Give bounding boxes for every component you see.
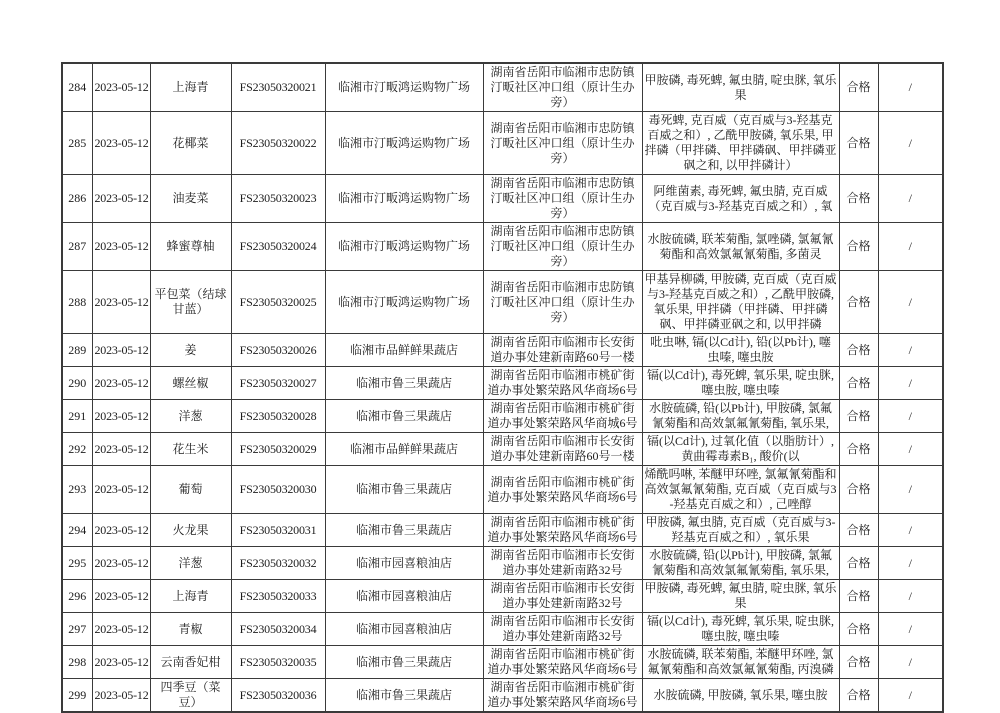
table-row bbox=[62, 679, 943, 713]
cell-product-name: 上海青 bbox=[150, 580, 231, 613]
cell-test-items: 甲胺磷, 毒死蜱, 氟虫腈, 啶虫脒, 氧乐果 bbox=[642, 580, 839, 613]
table-row bbox=[62, 580, 943, 613]
cell-seller-name: 临湘市园喜粮油店 bbox=[325, 613, 483, 646]
cell-result-badge: 合格 bbox=[839, 175, 878, 223]
cell-row-number: 287 bbox=[62, 223, 92, 271]
cell-result-badge: 合格 bbox=[839, 400, 878, 433]
cell-seller-name: 临湘市鲁三果蔬店 bbox=[325, 679, 483, 713]
cell-row-number: 291 bbox=[62, 400, 92, 433]
cell-sample-date: 2023-05-12 bbox=[92, 433, 150, 466]
cell-sample-date: 2023-05-12 bbox=[92, 646, 150, 679]
cell-remark-slash: / bbox=[878, 514, 943, 547]
table-body bbox=[62, 63, 943, 712]
table-row bbox=[62, 646, 943, 679]
cell-sample-date: 2023-05-12 bbox=[92, 547, 150, 580]
table-row bbox=[62, 433, 943, 466]
cell-row-number: 288 bbox=[62, 271, 92, 334]
cell-sample-date: 2023-05-12 bbox=[92, 400, 150, 433]
cell-sample-date: 2023-05-12 bbox=[92, 613, 150, 646]
cell-product-name: 花生米 bbox=[150, 433, 231, 466]
cell-row-number: 299 bbox=[62, 679, 92, 713]
cell-sample-code: FS23050320029 bbox=[231, 433, 325, 466]
cell-result-badge: 合格 bbox=[839, 223, 878, 271]
cell-row-number: 285 bbox=[62, 112, 92, 175]
cell-result-badge: 合格 bbox=[839, 334, 878, 367]
cell-row-number: 290 bbox=[62, 367, 92, 400]
cell-seller-name: 临湘市汀畈鸿运购物广场 bbox=[325, 223, 483, 271]
cell-seller-name: 临湘市鲁三果蔬店 bbox=[325, 400, 483, 433]
cell-seller-name: 临湘市汀畈鸿运购物广场 bbox=[325, 63, 483, 112]
cell-remark-slash: / bbox=[878, 271, 943, 334]
cell-row-number: 294 bbox=[62, 514, 92, 547]
table-row bbox=[62, 367, 943, 400]
cell-product-name: 洋葱 bbox=[150, 400, 231, 433]
cell-product-name: 蜂蜜尊柚 bbox=[150, 223, 231, 271]
cell-seller-address: 湖南省岳阳市临湘市长安街道办事处建新南路60号一楼 bbox=[483, 334, 642, 367]
cell-seller-address: 湖南省岳阳市临湘市长安街道办事处建新南路32号 bbox=[483, 613, 642, 646]
table-row bbox=[62, 400, 943, 433]
cell-sample-code: FS23050320023 bbox=[231, 175, 325, 223]
table-row bbox=[62, 223, 943, 271]
cell-remark-slash: / bbox=[878, 175, 943, 223]
cell-seller-name: 临湘市汀畈鸿运购物广场 bbox=[325, 271, 483, 334]
cell-row-number: 298 bbox=[62, 646, 92, 679]
cell-result-badge: 合格 bbox=[839, 367, 878, 400]
cell-seller-name: 临湘市品鲜鲜果蔬店 bbox=[325, 433, 483, 466]
cell-row-number: 295 bbox=[62, 547, 92, 580]
cell-test-items: 甲胺磷, 毒死蜱, 氟虫腈, 啶虫脒, 氧乐果 bbox=[642, 63, 839, 112]
cell-result-badge: 合格 bbox=[839, 466, 878, 514]
cell-sample-code: FS23050320036 bbox=[231, 679, 325, 713]
cell-seller-name: 临湘市汀畈鸿运购物广场 bbox=[325, 175, 483, 223]
cell-product-name: 油麦菜 bbox=[150, 175, 231, 223]
cell-seller-address: 湖南省岳阳市临湘市忠防镇汀畈社区冲口组（原计生办旁） bbox=[483, 63, 642, 112]
cell-seller-address: 湖南省岳阳市临湘市桃矿街道办事处繁荣路风华商场6号 bbox=[483, 679, 642, 713]
cell-row-number: 286 bbox=[62, 175, 92, 223]
cell-sample-code: FS23050320026 bbox=[231, 334, 325, 367]
table-row bbox=[62, 547, 943, 580]
cell-seller-address: 湖南省岳阳市临湘市桃矿街道办事处繁荣路风华商场6号 bbox=[483, 646, 642, 679]
cell-seller-name: 临湘市鲁三果蔬店 bbox=[325, 367, 483, 400]
cell-remark-slash: / bbox=[878, 466, 943, 514]
cell-row-number: 292 bbox=[62, 433, 92, 466]
cell-product-name: 平包菜（结球甘蓝） bbox=[150, 271, 231, 334]
cell-result-badge: 合格 bbox=[839, 547, 878, 580]
cell-result-badge: 合格 bbox=[839, 112, 878, 175]
cell-remark-slash: / bbox=[878, 613, 943, 646]
table-row bbox=[62, 466, 943, 514]
cell-product-name: 青椒 bbox=[150, 613, 231, 646]
cell-sample-code: FS23050320033 bbox=[231, 580, 325, 613]
cell-result-badge: 合格 bbox=[839, 613, 878, 646]
table-row bbox=[62, 613, 943, 646]
cell-result-badge: 合格 bbox=[839, 679, 878, 713]
cell-test-items: 水胺硫磷, 联苯菊酯, 氯唑磷, 氯氟氰菊酯和高效氯氟氰菊酯, 多菌灵 bbox=[642, 223, 839, 271]
cell-test-items: 水胺硫磷, 甲胺磷, 氧乐果, 噻虫胺 bbox=[642, 679, 839, 713]
cell-sample-date: 2023-05-12 bbox=[92, 580, 150, 613]
table-row bbox=[62, 175, 943, 223]
cell-product-name: 螺丝椒 bbox=[150, 367, 231, 400]
cell-remark-slash: / bbox=[878, 400, 943, 433]
cell-result-badge: 合格 bbox=[839, 514, 878, 547]
cell-seller-name: 临湘市汀畈鸿运购物广场 bbox=[325, 112, 483, 175]
cell-seller-name: 临湘市鲁三果蔬店 bbox=[325, 466, 483, 514]
cell-sample-date: 2023-05-12 bbox=[92, 679, 150, 713]
cell-seller-address: 湖南省岳阳市临湘市忠防镇汀畈社区冲口组（原计生办旁） bbox=[483, 175, 642, 223]
cell-sample-date: 2023-05-12 bbox=[92, 334, 150, 367]
cell-product-name: 火龙果 bbox=[150, 514, 231, 547]
cell-sample-date: 2023-05-12 bbox=[92, 175, 150, 223]
table-row bbox=[62, 271, 943, 334]
table-row bbox=[62, 334, 943, 367]
cell-sample-date: 2023-05-12 bbox=[92, 223, 150, 271]
cell-test-items: 镉(以Cd计), 毒死蜱, 氧乐果, 啶虫脒, 噻虫胺, 噻虫嗪 bbox=[642, 613, 839, 646]
cell-seller-address: 湖南省岳阳市临湘市桃矿街道办事处繁荣路风华商场6号 bbox=[483, 514, 642, 547]
cell-seller-address: 湖南省岳阳市临湘市桃矿街道办事处繁荣路风华商城6号 bbox=[483, 400, 642, 433]
cell-seller-address: 湖南省岳阳市临湘市长安街道办事处建新南路32号 bbox=[483, 580, 642, 613]
cell-remark-slash: / bbox=[878, 547, 943, 580]
cell-seller-address: 湖南省岳阳市临湘市忠防镇汀畈社区冲口组（原计生办旁） bbox=[483, 271, 642, 334]
cell-product-name: 四季豆（菜豆） bbox=[150, 679, 231, 713]
cell-seller-address: 湖南省岳阳市临湘市长安街道办事处建新南路60号一楼 bbox=[483, 433, 642, 466]
cell-row-number: 297 bbox=[62, 613, 92, 646]
cell-sample-date: 2023-05-12 bbox=[92, 63, 150, 112]
cell-row-number: 284 bbox=[62, 63, 92, 112]
cell-remark-slash: / bbox=[878, 433, 943, 466]
cell-seller-address: 湖南省岳阳市临湘市桃矿街道办事处繁荣路风华商场6号 bbox=[483, 367, 642, 400]
cell-test-items: 甲基异柳磷, 甲胺磷, 克百威（克百威与3-羟基克百威之和）, 乙酰甲胺磷, 氧乐果, 甲拌磷（甲拌磷、甲拌磷砜、甲拌磷亚砜之和, 以甲拌磷 bbox=[642, 271, 839, 334]
inspection-results-table bbox=[61, 62, 944, 713]
cell-result-badge: 合格 bbox=[839, 580, 878, 613]
cell-test-items: 甲胺磷, 氟虫腈, 克百威（克百威与3-羟基克百威之和）, 氧乐果 bbox=[642, 514, 839, 547]
cell-remark-slash: / bbox=[878, 63, 943, 112]
cell-row-number: 293 bbox=[62, 466, 92, 514]
cell-remark-slash: / bbox=[878, 112, 943, 175]
cell-test-items: 毒死蜱, 克百威（克百威与3-羟基克百威之和）, 乙酰甲胺磷, 氧乐果, 甲拌磷（甲拌磷、甲拌磷砜、甲拌磷亚砜之和, 以甲拌磷计） bbox=[642, 112, 839, 175]
cell-remark-slash: / bbox=[878, 580, 943, 613]
cell-sample-date: 2023-05-12 bbox=[92, 514, 150, 547]
table-row bbox=[62, 112, 943, 175]
cell-product-name: 葡萄 bbox=[150, 466, 231, 514]
cell-sample-code: FS23050320024 bbox=[231, 223, 325, 271]
cell-sample-date: 2023-05-12 bbox=[92, 112, 150, 175]
cell-sample-code: FS23050320021 bbox=[231, 63, 325, 112]
cell-row-number: 289 bbox=[62, 334, 92, 367]
cell-seller-name: 临湘市园喜粮油店 bbox=[325, 547, 483, 580]
cell-test-items: 水胺硫磷, 联苯菊酯, 苯醚甲环唑, 氯氟氰菊酯和高效氯氟氰菊酯, 丙溴磷 bbox=[642, 646, 839, 679]
cell-product-name: 洋葱 bbox=[150, 547, 231, 580]
cell-seller-address: 湖南省岳阳市临湘市忠防镇汀畈社区冲口组（原计生办旁） bbox=[483, 223, 642, 271]
cell-result-badge: 合格 bbox=[839, 646, 878, 679]
cell-sample-code: FS23050320035 bbox=[231, 646, 325, 679]
cell-test-items: 阿维菌素, 毒死蜱, 氟虫腈, 克百威（克百威与3-羟基克百威之和）, 氧 bbox=[642, 175, 839, 223]
cell-product-name: 花椰菜 bbox=[150, 112, 231, 175]
table-row bbox=[62, 514, 943, 547]
cell-sample-code: FS23050320034 bbox=[231, 613, 325, 646]
cell-sample-date: 2023-05-12 bbox=[92, 466, 150, 514]
cell-remark-slash: / bbox=[878, 334, 943, 367]
cell-test-items: 镉(以Cd计), 毒死蜱, 氧乐果, 啶虫脒, 噻虫胺, 噻虫嗪 bbox=[642, 367, 839, 400]
cell-sample-code: FS23050320032 bbox=[231, 547, 325, 580]
cell-result-badge: 合格 bbox=[839, 433, 878, 466]
cell-sample-code: FS23050320022 bbox=[231, 112, 325, 175]
cell-sample-code: FS23050320031 bbox=[231, 514, 325, 547]
cell-seller-address: 湖南省岳阳市临湘市忠防镇汀畈社区冲口组（原计生办旁） bbox=[483, 112, 642, 175]
cell-remark-slash: / bbox=[878, 367, 943, 400]
cell-seller-name: 临湘市园喜粮油店 bbox=[325, 580, 483, 613]
cell-test-items: 烯酰吗啉, 苯醚甲环唑, 氯氟氰菊酯和高效氯氟氰菊酯, 克百威（克百威与3-羟基克百威之和）, 己唑醇 bbox=[642, 466, 839, 514]
cell-sample-code: FS23050320028 bbox=[231, 400, 325, 433]
cell-seller-name: 临湘市鲁三果蔬店 bbox=[325, 514, 483, 547]
cell-seller-name: 临湘市品鲜鲜果蔬店 bbox=[325, 334, 483, 367]
cell-remark-slash: / bbox=[878, 679, 943, 713]
cell-sample-code: FS23050320030 bbox=[231, 466, 325, 514]
cell-test-items: 水胺硫磷, 铅(以Pb计), 甲胺磷, 氯氟氰菊酯和高效氯氟氰菊酯, 氧乐果, bbox=[642, 400, 839, 433]
cell-sample-code: FS23050320025 bbox=[231, 271, 325, 334]
cell-product-name: 姜 bbox=[150, 334, 231, 367]
cell-seller-address: 湖南省岳阳市临湘市桃矿街道办事处繁荣路风华商场6号 bbox=[483, 466, 642, 514]
cell-sample-date: 2023-05-12 bbox=[92, 271, 150, 334]
cell-seller-address: 湖南省岳阳市临湘市长安街道办事处建新南路32号 bbox=[483, 547, 642, 580]
cell-row-number: 296 bbox=[62, 580, 92, 613]
cell-test-items: 镉(以Cd计), 过氧化值（以脂肪计）, 黄曲霉毒素B₁, 酸价(以 bbox=[642, 433, 839, 466]
cell-result-badge: 合格 bbox=[839, 63, 878, 112]
cell-sample-date: 2023-05-12 bbox=[92, 367, 150, 400]
cell-product-name: 云南香妃柑 bbox=[150, 646, 231, 679]
cell-remark-slash: / bbox=[878, 646, 943, 679]
cell-test-items: 吡虫啉, 镉(以Cd计), 铅(以Pb计), 噻虫嗪, 噻虫胺 bbox=[642, 334, 839, 367]
cell-test-items: 水胺硫磷, 铅(以Pb计), 甲胺磷, 氯氟氰菊酯和高效氯氟氰菊酯, 氧乐果, bbox=[642, 547, 839, 580]
table-row bbox=[62, 63, 943, 112]
cell-result-badge: 合格 bbox=[839, 271, 878, 334]
cell-sample-code: FS23050320027 bbox=[231, 367, 325, 400]
cell-product-name: 上海青 bbox=[150, 63, 231, 112]
cell-remark-slash: / bbox=[878, 223, 943, 271]
cell-seller-name: 临湘市鲁三果蔬店 bbox=[325, 646, 483, 679]
